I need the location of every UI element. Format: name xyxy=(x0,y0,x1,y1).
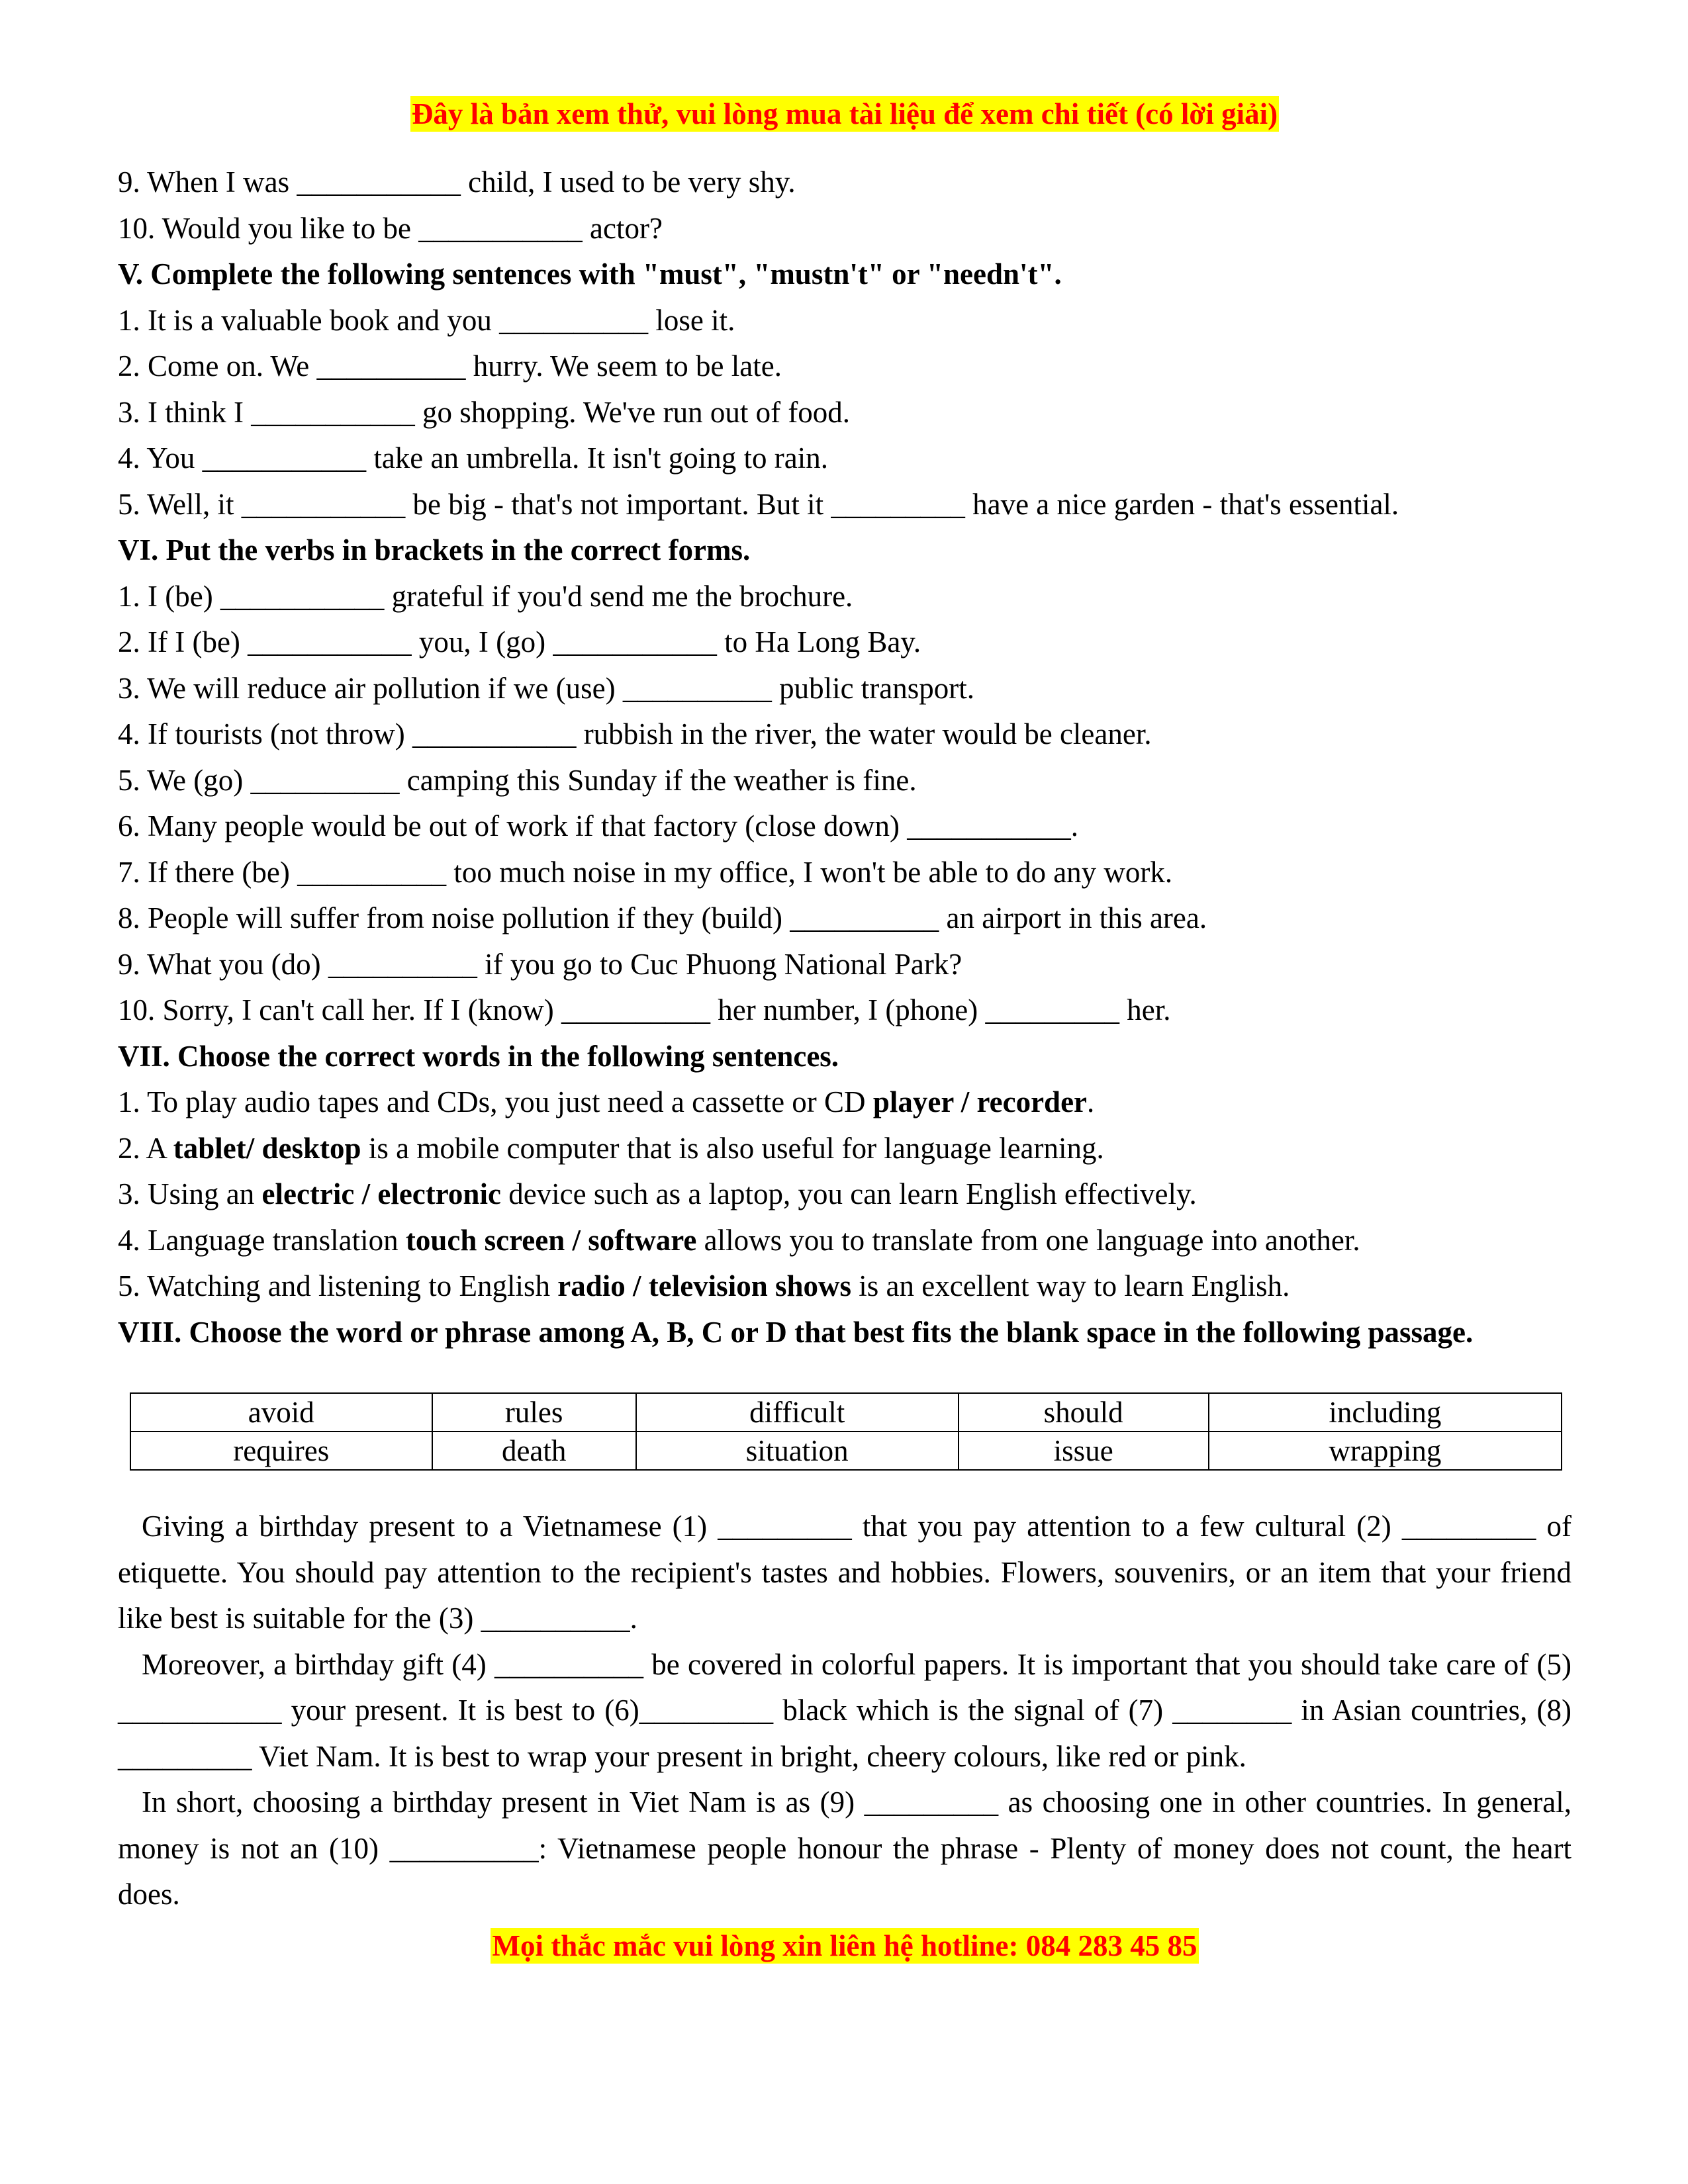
exercise-line: 2. Come on. We __________ hurry. We seem to be late. xyxy=(118,349,782,383)
word-cell: requires xyxy=(130,1432,432,1470)
preview-notice-banner xyxy=(118,99,1571,129)
sentence-start: 3. Using an xyxy=(118,1177,262,1210)
word-cell: difficult xyxy=(636,1393,959,1432)
sentence-end: is a mobile computer that is also useful for language learning. xyxy=(361,1131,1104,1165)
hotline-banner xyxy=(118,1931,1571,1961)
exercise-line: 10. Would you like to be ___________ actor? xyxy=(118,211,663,245)
passage-paragraph: In short, choosing a birthday present in Viet Nam is as (9) _________ as choosing one in other countries. In general, money is not an (10) __________: Vietnamese people honour the phrase - Plenty of money does not count, the heart does. xyxy=(118,1786,1571,1911)
word-choice: player / recorder xyxy=(872,1085,1088,1118)
exercise-line: 2. If I (be) ___________ you, I (go) ___________ to Ha Long Bay. xyxy=(118,625,921,659)
word-choice: tablet/ desktop xyxy=(173,1131,361,1165)
sentence-end: allows you to translate from one language into another. xyxy=(696,1223,1360,1257)
exercise-line: 3. I think I ___________ go shopping. We've run out of food. xyxy=(118,395,851,429)
word-choice: touch screen / software xyxy=(405,1223,697,1257)
word-cell: avoid xyxy=(130,1393,432,1432)
exercise-line: 7. If there (be) __________ too much noise in my office, I won't be able to do any work. xyxy=(118,855,1173,889)
exercise-line: 1. I (be) ___________ grateful if you'd send me the brochure. xyxy=(118,579,853,613)
word-cell: including xyxy=(1209,1393,1562,1432)
exercise-line: 9. When I was ___________ child, I used to be very shy. xyxy=(118,165,796,199)
exercise-line: 3. We will reduce air pollution if we (use) __________ public transport. xyxy=(118,671,975,705)
section-heading-vii: VII. Choose the correct words in the following sentences. xyxy=(118,1039,839,1073)
passage-paragraph: Giving a birthday present to a Vietnamese (1) _________ that you pay attention to a few cultural (2) _________ of etiquette. You should pay attention to the recipient's tastes and hobbies. Flowers, souvenirs, or an item that your friend like best is suitable for the (3) __________. xyxy=(118,1510,1571,1635)
sentence-end: . xyxy=(1087,1085,1095,1118)
section-heading-vi: VI. Put the verbs in brackets in the correct forms. xyxy=(118,533,751,567)
word-cell: death xyxy=(432,1432,636,1470)
exercise-line: 10. Sorry, I can't call her. If I (know) __________ her number, I (phone) _________ her. xyxy=(118,993,1171,1026)
exercise-line: 9. What you (do) __________ if you go to Cuc Phuong National Park? xyxy=(118,947,962,981)
sentence-start: 2. A xyxy=(118,1131,173,1165)
sentence-end: is an excellent way to learn English. xyxy=(851,1269,1290,1302)
exercise-line xyxy=(118,1171,1571,1218)
sentence-start: 5. Watching and listening to English xyxy=(118,1269,558,1302)
exercise-line xyxy=(118,1263,1571,1310)
exercise-line: 4. If tourists (not throw) ___________ rubbish in the river, the water would be cleaner. xyxy=(118,717,1152,751)
word-bank-table xyxy=(130,1392,1562,1471)
section-heading-viii: VIII. Choose the word or phrase among A, B, C or D that best fits the blank space in the following passage. xyxy=(118,1315,1474,1349)
sentence-start: 1. To play audio tapes and CDs, you just need a cassette or CD xyxy=(118,1085,873,1118)
exercise-line xyxy=(118,1079,1571,1126)
exercise-line: 5. Well, it ___________ be big - that's not important. But it _________ have a nice garden - that's essential. xyxy=(118,487,1399,521)
word-cell: should xyxy=(959,1393,1209,1432)
word-cell: issue xyxy=(959,1432,1209,1470)
word-cell: rules xyxy=(432,1393,636,1432)
word-choice: radio / television shows xyxy=(557,1269,852,1302)
section-heading-v: V. Complete the following sentences with "must", "mustn't" or "needn't". xyxy=(118,257,1062,291)
exercise-line xyxy=(118,1126,1571,1172)
sentence-start: 4. Language translation xyxy=(118,1223,406,1257)
exercise-line: 4. You ___________ take an umbrella. It isn't going to rain. xyxy=(118,441,829,475)
hotline-text: Mọi thắc mắc vui lòng xin liên hệ hotline: 084 283 45 85 xyxy=(492,1929,1197,1962)
reading-passage xyxy=(118,1504,1571,1918)
table-row xyxy=(130,1393,1562,1432)
table-row xyxy=(130,1432,1562,1470)
exercise-line: 8. People will suffer from noise pollution if they (build) __________ an airport in this area. xyxy=(118,901,1207,934)
exercise-line: 6. Many people would be out of work if that factory (close down) ___________. xyxy=(118,809,1078,842)
word-cell: wrapping xyxy=(1209,1432,1562,1470)
word-cell: situation xyxy=(636,1432,959,1470)
passage-paragraph: Moreover, a birthday gift (4) __________ be covered in colorful papers. It is important that you should take care of (5) ___________ your present. It is best to (6)_________ black which is the signal of (7) ________ in Asian countries, (8) _________ Viet Nam. It is best to wrap your present in bright, cheery colours, like red or pink. xyxy=(118,1647,1571,1773)
document-page xyxy=(118,99,1571,1961)
word-choice: electric / electronic xyxy=(261,1177,501,1210)
preview-notice-text: Đây là bản xem thử, vui lòng mua tài liệu để xem chi tiết (có lời giải) xyxy=(411,97,1278,130)
sentence-end: device such as a laptop, you can learn English effectively. xyxy=(500,1177,1197,1210)
exercise-line: 1. It is a valuable book and you __________ lose it. xyxy=(118,303,735,337)
exercise-line xyxy=(118,1218,1571,1264)
exercise-line: 5. We (go) __________ camping this Sunday if the weather is fine. xyxy=(118,763,917,797)
